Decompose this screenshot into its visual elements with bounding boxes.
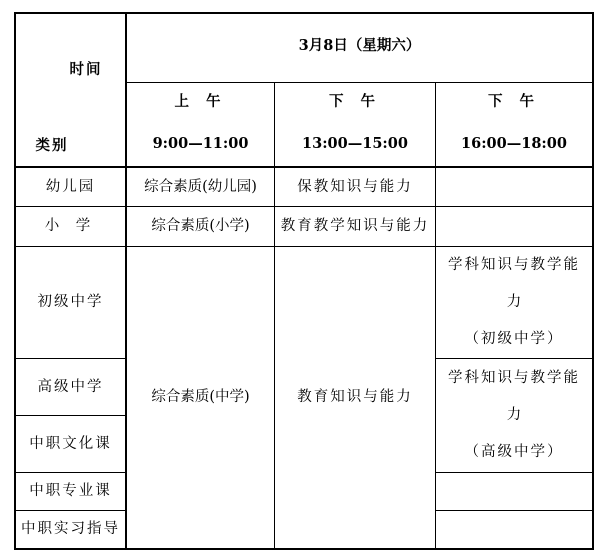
subject-primary-pm: 教育教学知识与能力 <box>280 218 430 235</box>
subject-senior-line1: 学科知识与教学能 <box>448 370 580 386</box>
date-header-divider <box>125 82 592 83</box>
category-vocational-internship: 中职实习指导 <box>21 521 120 538</box>
session-period: 下 午 <box>487 92 541 110</box>
subject-junior-line1: 学科知识与教学能 <box>448 257 580 273</box>
category-senior-middle: 高级中学 <box>37 378 104 395</box>
subject-middle-pm: 教育知识与能力 <box>297 389 413 406</box>
subject-senior-line2: 力 <box>506 407 522 423</box>
session-period: 下 午 <box>328 92 382 110</box>
session-time: 16:00—18:00 <box>461 134 567 152</box>
category-kindergarten: 幼儿园 <box>45 178 96 195</box>
session-time: 13:00—15:00 <box>302 134 408 152</box>
exam-date-header: 3月8日（星期六） <box>298 36 421 54</box>
subject-kindergarten-am: 综合素质(幼儿园) <box>144 178 257 195</box>
subject-junior-discipline <box>436 247 592 358</box>
category-vocational-specialty: 中职专业课 <box>29 483 112 500</box>
exam-schedule-table <box>14 12 594 550</box>
subject-senior-line3: （高级中学） <box>464 444 564 460</box>
subject-kindergarten-pm: 保教知识与能力 <box>297 178 413 195</box>
subject-junior-line3: （初级中学） <box>464 331 564 347</box>
session-time: 9:00—11:00 <box>152 134 249 152</box>
subject-primary-am: 综合素质(小学) <box>151 218 250 235</box>
category-header-label: 类别 <box>35 136 69 154</box>
category-primary: 小 学 <box>44 218 97 235</box>
row-divider <box>435 472 592 473</box>
subject-senior-discipline <box>436 359 592 472</box>
row-divider <box>435 510 592 511</box>
category-junior-middle: 初级中学 <box>37 294 104 311</box>
time-header-label: 时间 <box>69 60 103 78</box>
session-period: 上 午 <box>174 92 227 110</box>
subject-middle-am: 综合素质(中学) <box>151 389 250 406</box>
category-vocational-culture: 中职文化课 <box>29 435 112 452</box>
subject-junior-line2: 力 <box>506 294 522 310</box>
